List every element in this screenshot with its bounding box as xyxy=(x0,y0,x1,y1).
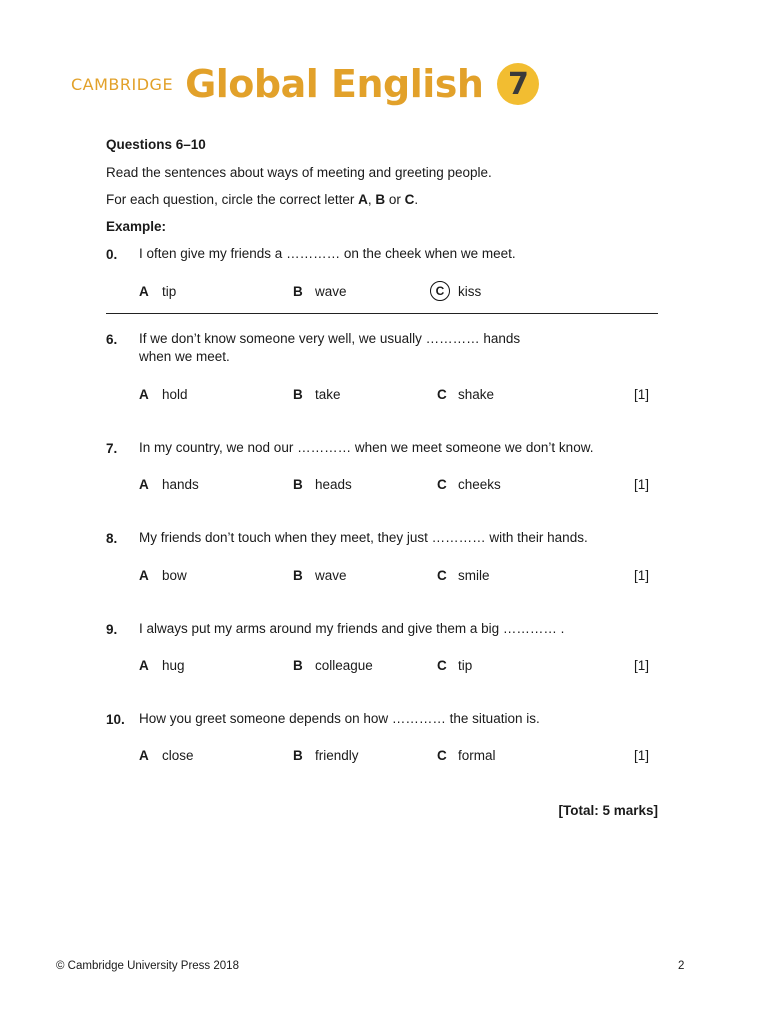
question-6-option-a-letter[interactable]: A xyxy=(139,387,149,402)
series-title: Global English xyxy=(185,62,484,106)
question-7-option-a-letter[interactable]: A xyxy=(139,477,149,492)
question-7-option-b-word: heads xyxy=(315,477,352,492)
question-9-text: I always put my arms around my friends and give them a big ………… . xyxy=(139,621,565,636)
question-8-option-a-word: bow xyxy=(162,568,187,583)
publisher-name: CAMBRIDGE xyxy=(71,74,174,94)
question-7-option-c-letter[interactable]: C xyxy=(437,477,447,492)
question-7-number: 7. xyxy=(106,441,118,456)
question-8-option-b-word: wave xyxy=(315,568,347,583)
question-6-option-c-letter[interactable]: C xyxy=(437,387,447,402)
question-7-text: In my country, we nod our ………… when we meet someone we don’t know. xyxy=(139,440,594,455)
question-9-option-a-letter[interactable]: A xyxy=(139,658,149,673)
question-8-number: 8. xyxy=(106,531,118,546)
question-7-marks: [1] xyxy=(634,477,650,492)
question-10-marks: [1] xyxy=(634,748,650,763)
question-6-option-b-letter[interactable]: B xyxy=(293,387,303,402)
question-8-option-c-letter[interactable]: C xyxy=(437,568,447,583)
question-9-option-c-letter[interactable]: C xyxy=(437,658,447,673)
book-header xyxy=(71,62,539,106)
question-7-option-a-word: hands xyxy=(162,477,199,492)
example-option-c-word: kiss xyxy=(458,284,482,299)
circled-answer-c: C xyxy=(430,281,450,301)
instruction-2: For each question, circle the correct letter A, B or C. xyxy=(106,192,419,207)
question-10-option-a-word: close xyxy=(162,748,194,763)
question-8-option-b-letter[interactable]: B xyxy=(293,568,303,583)
question-7-option-b-letter[interactable]: B xyxy=(293,477,303,492)
question-8-option-a-letter[interactable]: A xyxy=(139,568,149,583)
example-divider xyxy=(106,313,658,314)
question-10-option-b-letter[interactable]: B xyxy=(293,748,303,763)
level-badge: 7 xyxy=(497,63,539,105)
example-option-a-letter: A xyxy=(139,284,149,299)
question-10-option-b-word: friendly xyxy=(315,748,359,763)
question-8-option-c-word: smile xyxy=(458,568,490,583)
example-text: I often give my friends a ………… on the cheek when we meet. xyxy=(139,246,516,261)
page-number: 2 xyxy=(678,960,685,972)
total-marks: [Total: 5 marks] xyxy=(558,803,658,818)
question-6-text: If we don’t know someone very well, we usually ………… hands when we meet. xyxy=(139,331,521,364)
example-option-b-word: wave xyxy=(315,284,347,299)
question-9-number: 9. xyxy=(106,622,118,637)
example-option-a-word: tip xyxy=(162,284,177,299)
question-10-number: 10. xyxy=(106,712,125,727)
question-10-option-a-letter[interactable]: A xyxy=(139,748,149,763)
question-7-option-c-word: cheeks xyxy=(458,477,501,492)
question-9-option-c-word: tip xyxy=(458,658,473,673)
question-10-option-c-letter[interactable]: C xyxy=(437,748,447,763)
question-9-option-b-letter[interactable]: B xyxy=(293,658,303,673)
question-9-marks: [1] xyxy=(634,658,650,673)
question-10-text: How you greet someone depends on how ………… the situation is. xyxy=(139,711,540,726)
question-8-marks: [1] xyxy=(634,568,650,583)
question-6-option-b-word: take xyxy=(315,387,341,402)
question-9-option-a-word: hug xyxy=(162,658,185,673)
question-8-text: My friends don’t touch when they meet, they just ………… with their hands. xyxy=(139,530,588,545)
question-10-option-c-word: formal xyxy=(458,748,496,763)
question-6-option-c-word: shake xyxy=(458,387,495,402)
example-label: Example: xyxy=(106,219,167,234)
question-6-marks: [1] xyxy=(634,387,650,402)
question-9-option-b-word: colleague xyxy=(315,658,373,673)
copyright-notice: © Cambridge University Press 2018 xyxy=(56,960,239,972)
example-number: 0. xyxy=(106,247,118,262)
example-option-b-letter: B xyxy=(293,284,303,299)
question-6-option-a-word: hold xyxy=(162,387,188,402)
question-6-number: 6. xyxy=(106,332,118,347)
instruction-1: Read the sentences about ways of meeting and greeting people. xyxy=(106,165,492,180)
section-title: Questions 6–10 xyxy=(106,137,206,152)
